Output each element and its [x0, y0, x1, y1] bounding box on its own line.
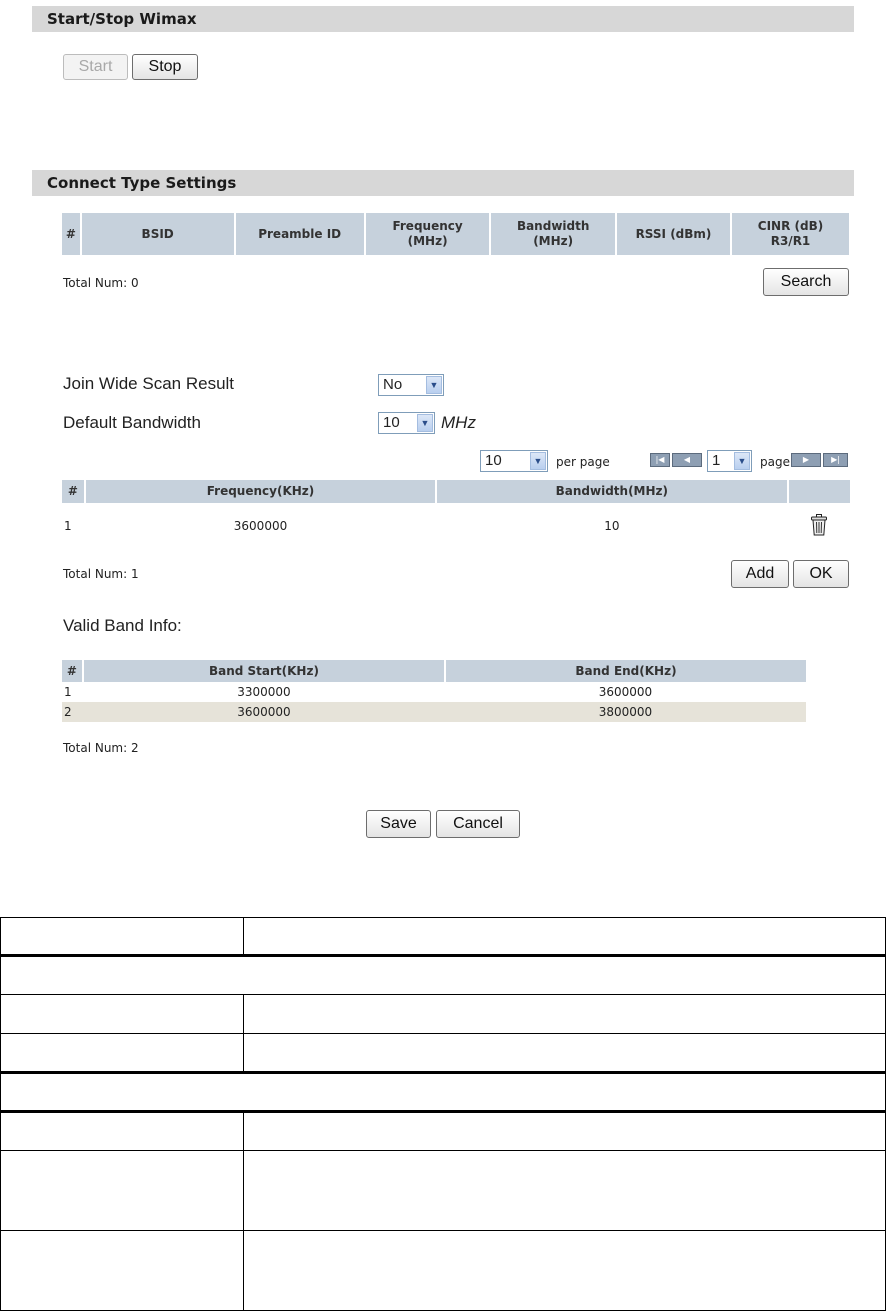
table-cell	[1, 1151, 244, 1231]
row-number: 1	[62, 503, 85, 549]
scan-result-table	[62, 213, 849, 255]
table-row	[1, 1073, 886, 1112]
band-start-cell: 3300000	[83, 682, 445, 702]
table-header-row	[62, 213, 849, 255]
column-header: #	[62, 213, 81, 255]
default-bandwidth-label: Default Bandwidth	[63, 413, 201, 433]
column-header: Frequency(KHz)	[85, 480, 436, 503]
table-cell	[244, 1231, 886, 1311]
frequency-total-count: Total Num: 1	[63, 567, 139, 581]
search-button[interactable]: Search	[763, 268, 849, 296]
cancel-button[interactable]: Cancel	[436, 810, 520, 838]
frequency-table	[62, 480, 850, 549]
column-header: Band Start(KHz)	[83, 660, 445, 682]
prev-page-icon[interactable]: ◀	[672, 453, 702, 467]
column-header: CINR (dB) R3/R1	[731, 213, 849, 255]
table-row	[62, 503, 850, 549]
ok-button[interactable]: OK	[793, 560, 849, 588]
table-cell	[244, 1112, 886, 1151]
page-value: 1	[712, 452, 720, 469]
table-cell	[244, 918, 886, 956]
page-select[interactable]	[707, 450, 752, 472]
column-header: #	[62, 660, 83, 682]
chevron-down-icon: ▼	[734, 452, 750, 470]
column-header: Preamble ID	[235, 213, 365, 255]
last-page-icon[interactable]: ▶|	[823, 453, 848, 467]
first-page-icon[interactable]: |◀	[650, 453, 670, 467]
column-header: Frequency (MHz)	[365, 213, 491, 255]
row-number: 1	[62, 682, 83, 702]
valid-band-title: Valid Band Info:	[63, 616, 182, 636]
valid-band-table	[62, 660, 806, 722]
join-wide-scan-select[interactable]	[378, 374, 444, 396]
section-title-connect-type: Connect Type Settings	[32, 170, 854, 196]
join-wide-scan-label: Join Wide Scan Result	[63, 374, 234, 394]
table-cell	[244, 1034, 886, 1073]
chevron-down-icon: ▼	[417, 414, 433, 432]
table-row	[1, 1151, 886, 1231]
table-cell	[1, 1073, 886, 1112]
next-page-icon[interactable]: ▶	[791, 453, 821, 467]
table-header-row	[1, 918, 886, 956]
band-start-cell: 3600000	[83, 702, 445, 722]
default-bandwidth-value: 10	[383, 414, 400, 431]
add-button[interactable]: Add	[731, 560, 789, 588]
per-page-select[interactable]	[480, 450, 548, 472]
chevron-down-icon: ▼	[426, 376, 442, 394]
table-cell	[1, 995, 244, 1034]
valid-band-total-count: Total Num: 2	[63, 741, 139, 755]
page-label: page	[760, 455, 790, 469]
column-header: BSID	[81, 213, 235, 255]
start-button[interactable]: Start	[63, 54, 128, 80]
table-row	[1, 1231, 886, 1311]
table-cell	[244, 1151, 886, 1231]
parameter-description-table	[0, 917, 886, 1311]
table-cell	[1, 956, 886, 995]
column-header: #	[62, 480, 85, 503]
table-cell	[1, 1112, 244, 1151]
join-wide-scan-value: No	[383, 376, 402, 393]
column-header: RSSI (dBm)	[616, 213, 731, 255]
column-header	[788, 480, 851, 503]
column-header: Band End(KHz)	[445, 660, 806, 682]
table-row	[62, 682, 806, 702]
frequency-cell: 3600000	[85, 503, 436, 549]
default-bandwidth-select[interactable]	[378, 412, 435, 434]
table-row	[62, 702, 806, 722]
scan-total-count: Total Num: 0	[63, 276, 139, 290]
band-end-cell: 3600000	[445, 682, 806, 702]
per-page-label: per page	[556, 455, 610, 469]
delete-cell	[788, 503, 851, 549]
table-cell	[1, 918, 244, 956]
table-row	[1, 1034, 886, 1073]
table-row	[1, 956, 886, 995]
chevron-down-icon: ▼	[530, 452, 546, 470]
table-row	[1, 1112, 886, 1151]
table-cell	[244, 995, 886, 1034]
stop-button[interactable]: Stop	[132, 54, 198, 80]
table-cell	[1, 1231, 244, 1311]
band-end-cell: 3800000	[445, 702, 806, 722]
save-button[interactable]: Save	[366, 810, 431, 838]
per-page-value: 10	[485, 452, 502, 469]
row-number: 2	[62, 702, 83, 722]
table-cell	[1, 1034, 244, 1073]
bandwidth-cell: 10	[436, 503, 787, 549]
section-title-start-stop: Start/Stop Wimax	[32, 6, 854, 32]
trash-icon[interactable]	[811, 514, 827, 536]
bandwidth-unit: MHz	[441, 413, 476, 433]
column-header: Bandwidth (MHz)	[490, 213, 616, 255]
table-header-row	[62, 660, 806, 682]
table-header-row	[62, 480, 850, 503]
table-row	[1, 995, 886, 1034]
column-header: Bandwidth(MHz)	[436, 480, 787, 503]
